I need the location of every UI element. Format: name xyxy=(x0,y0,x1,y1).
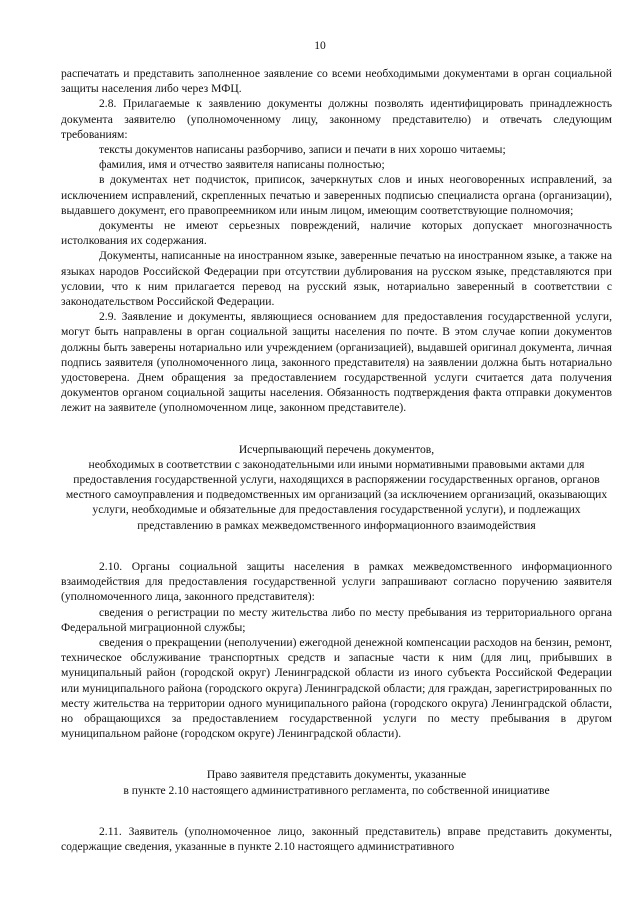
paragraph: Документы, написанные на иностранном языке, заверенные печатью на иностранном языке, а также на языках народов Российской Федерации при отсутствии дублирования на русском языке, представляются при условии, что к ним прилагается перевод на русский язык, нотариально заверенный в соответствии с законодательством Российской Федерации. xyxy=(61,249,612,309)
paragraph: 2.8. Прилагаемые к заявлению документы должны позволять идентифицировать принадлежность документа заявителю (уполномоченному лицу, законному представителю) и отвечать следующим требованиям: xyxy=(61,97,612,141)
paragraph: в документах нет подчисток, приписок, зачеркнутых слов и иных неоговоренных исправлений, за исключением исправлений, скрепленных печатью и заверенных подписью специалиста органа (организации), выдавшего документ, его правопреемником или иным лицом, имеющим соответствующие полномочия; xyxy=(61,173,612,217)
section-heading: Право заявителя представить документы, указанные xyxy=(206,768,467,782)
paragraph: сведения о регистрации по месту жительства либо по месту пребывания из территориального органа Федеральной миграционной службы; xyxy=(61,605,612,634)
paragraph: документы не имеют серьезных повреждений, наличие которых допускает многозначность истолкования их содержания. xyxy=(61,219,612,248)
section-heading: необходимых в соответствии с законодательными или иными нормативными правовыми актами для предоставления государственной услуги, находящихся в распоряжении государственных органов, органов местного самоуправления и подведомственных им организаций (за исключением организаций, оказывающих услуги, необходимые и обязательные для предоставления государственной услуги), и подлежащих представлению в рамках межведомственного информационного взаимодействия xyxy=(65,457,608,532)
document-body xyxy=(61,66,612,854)
section-heading: Исчерпывающий перечень документов, xyxy=(238,442,435,456)
paragraph: фамилия, имя и отчество заявителя написаны полностью; xyxy=(99,158,385,172)
paragraph: тексты документов написаны разборчиво, записи и печати в них хорошо читаемы; xyxy=(99,143,506,157)
page-number: 10 xyxy=(314,39,326,52)
paragraph: сведения о прекращении (неполучении) ежегодной денежной компенсации расходов на бензин, ремонт, техническое обслуживание транспортных средств и запасные части к ним (для лиц, прибывших в муниципальный район (городской округ) Ленинградской области из иного субъекта Российской Федерации или муниципального района (городского округа) Ленинградской области; для граждан, зарегистрированных по месту жительства на территории одного муниципального района (городского округа) Ленинградской области, но обращающихся за предоставлением государственной услуги по месту пребывания в другом муниципальном районе (городском округе) Ленинградской области). xyxy=(61,635,612,741)
paragraph: 2.10. Органы социальной защиты населения в рамках межведомственного информационного взаимодействия для предоставления государственной услуги запрашивают согласно поручению заявителя (уполномоченного лица, законного представителя): xyxy=(61,559,612,604)
section-heading: в пункте 2.10 настоящего административного регламента, по собственной инициативе xyxy=(123,783,550,797)
paragraph: распечатать и представить заполненное заявление со всеми необходимыми документами в орган социальной защиты населения либо через МФЦ. xyxy=(61,67,612,96)
paragraph: 2.11. Заявитель (уполномоченное лицо, законный представитель) вправе представить документы, содержащие сведения, указанные в пункте 2.10 настоящего административного xyxy=(61,824,612,853)
paragraph: 2.9. Заявление и документы, являющиеся основанием для предоставления государственной услуги, могут быть направлены в орган социальной защиты населения по почте. В этом случае копии документов должны быть заверены нотариально или учреждением (организацией), выдавшей оригинал документа, личная подпись заявителя (уполномоченного лица, законного представителя) на заявлении должна быть нотариально удостоверена. Днем обращения за предоставлением государственной услуги считается дата получения документов органом социальной защиты населения. Обязанность подтверждения факта отправки документов лежит на заявителе (уполномоченном лице, законном представителе). xyxy=(61,310,612,415)
